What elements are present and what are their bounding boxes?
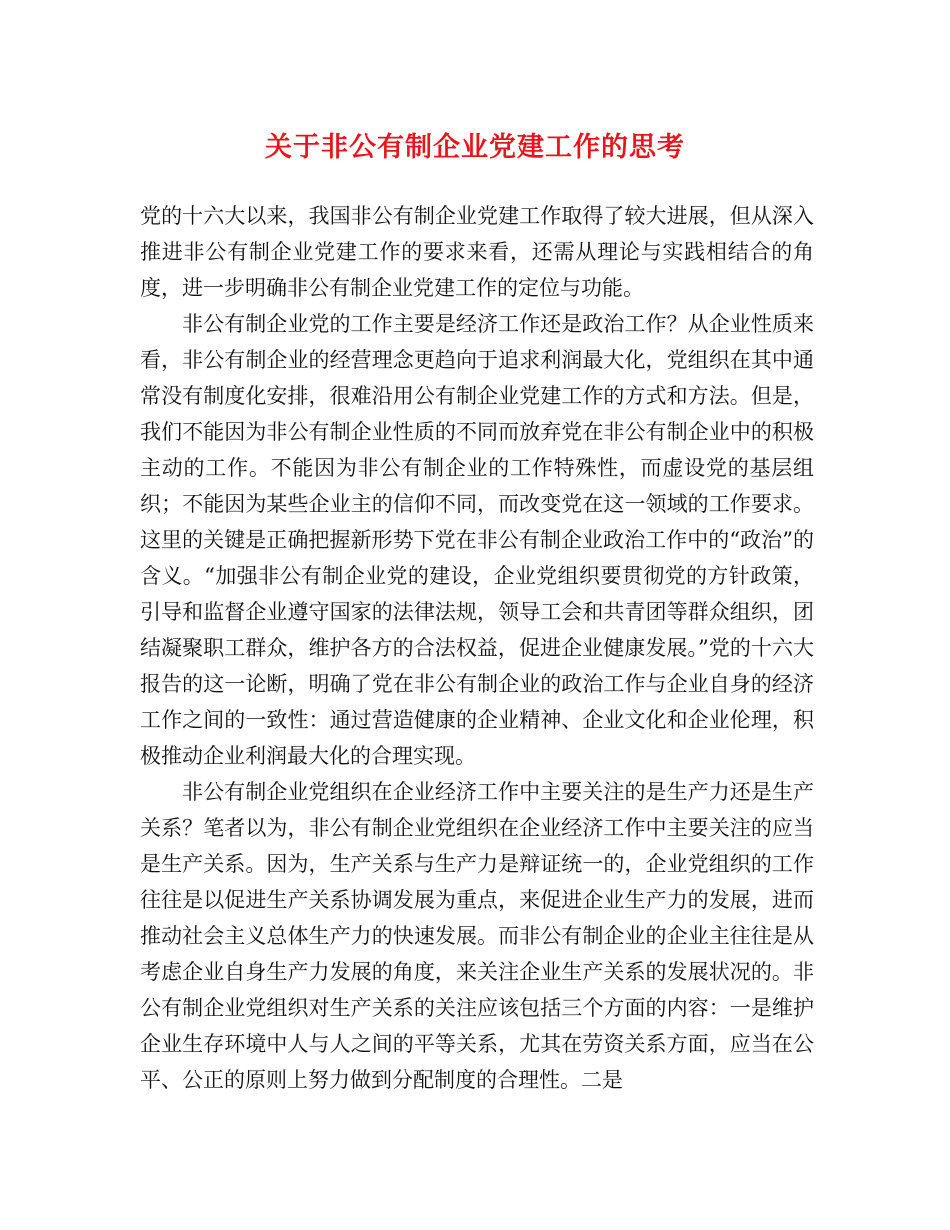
paragraph-2: 非公有制企业党的工作主要是经济工作还是政治工作？从企业性质来看，非公有制企业的经营理念更趋向于追求利润最大化，党组织在其中通常没有制度化安排，很难沿用公有制企业党建工作的方式和方法。但是，我们不能因为非公有制企业性质的不同而放弃党在非公有制企业中的积极主动的工作。不能因为非公有制企业的工作特殊性，而虚设党的基层组织；不能因为某些企业主的信仰不同，而改变党在这一领域的工作要求。这里的关键是正确把握新形势下党在非公有制企业政治工作中的“政治”的含义。“加强非公有制企业党的建设，企业党组织要贯彻党的方针政策，引导和监督企业遵守国家的法律法规，领导工会和共青团等群众组织，团结凝聚职工群众，维护各方的合法权益，促进企业健康发展。”党的十六大报告的这一论断，明确了党在非公有制企业的政治工作与企业自身的经济工作之间的一致性：通过营造健康的企业精神、企业文化和企业伦理，积极推动企业利润最大化的合理实现。: [140, 312, 814, 768]
document-title: 关于非公有制企业党建工作的思考: [265, 132, 685, 163]
paragraph-1: 党的十六大以来，我国非公有制企业党建工作取得了较大进展，但从深入推进非公有制企业党建工作的要求来看，还需从理论与实践相结合的角度，进一步明确非公有制企业党建工作的定位与功能。: [140, 204, 814, 300]
paragraph-3: 非公有制企业党组织在企业经济工作中主要关注的是生产力还是生产关系？笔者以为，非公有制企业党组织在企业经济工作中主要关注的应当是生产关系。因为，生产关系与生产力是辩证统一的，企业党组织的工作往往是以促进生产关系协调发展为重点，来促进企业生产力的发展，进而推动社会主义总体生产力的快速发展。而非公有制企业的企业主往往是从考虑企业自身生产力发展的角度，来关注企业生产关系的发展状况的。非公有制企业党组织对生产关系的关注应该包括三个方面的内容：一是维护企业生存环境中人与人之间的平等关系，尤其在劳资关系方面，应当在公平、公正的原则上努力做到分配制度的合理性。二是: [140, 780, 814, 1092]
document-body: [140, 198, 814, 1098]
